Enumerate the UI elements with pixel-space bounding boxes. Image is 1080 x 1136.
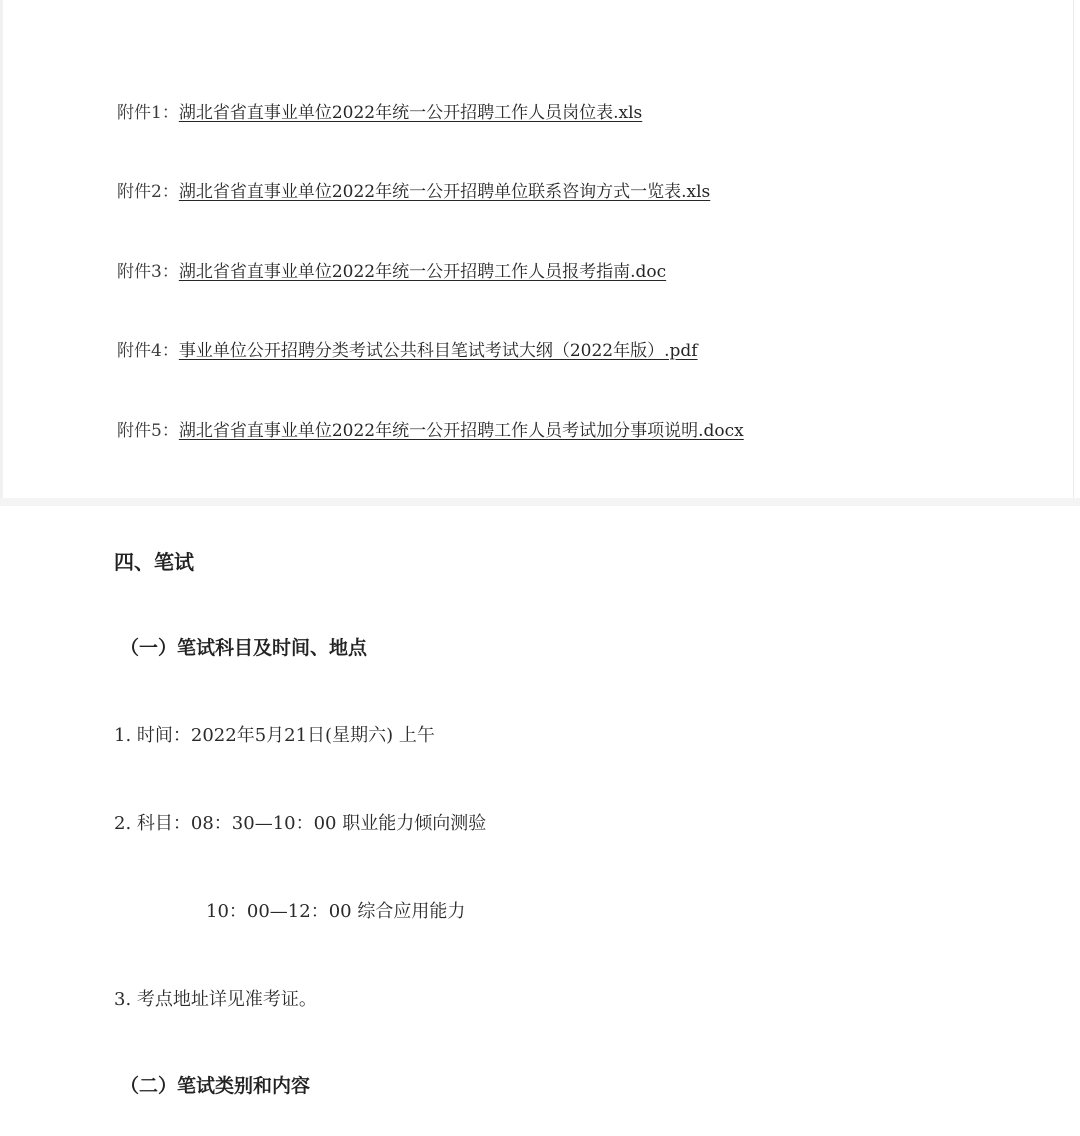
written-exam-section xyxy=(0,506,1080,1136)
attachment-1-label: 附件1： xyxy=(117,103,179,123)
section-title: 四、笔试 xyxy=(114,550,194,574)
exam-subject-second: 10：00—12：00 综合应用能力 xyxy=(206,901,466,922)
attachment-2-link[interactable]: 湖北省省直事业单位2022年统一公开招聘单位联系咨询方式一览表.xls xyxy=(178,182,711,202)
attachment-1 xyxy=(117,101,642,125)
subsection-2-title: （二）笔试类别和内容 xyxy=(120,1075,311,1097)
attachment-3-link[interactable]: 湖北省省直事业单位2022年统一公开招聘工作人员报考指南.doc xyxy=(178,262,667,282)
page-divider xyxy=(0,498,1080,506)
attachment-4-link[interactable]: 事业单位公开招聘分类考试公共科目笔试考试大纲（2022年版）.pdf xyxy=(178,341,698,361)
attachment-2 xyxy=(117,180,710,204)
attachment-5-link[interactable]: 湖北省省直事业单位2022年统一公开招聘工作人员考试加分事项说明.docx xyxy=(178,421,744,441)
attachment-1-link[interactable]: 湖北省省直事业单位2022年统一公开招聘工作人员岗位表.xls xyxy=(178,103,643,123)
exam-time: 1. 时间：2022年5月21日(星期六) 上午 xyxy=(114,725,435,746)
attachment-3-label: 附件3： xyxy=(117,262,179,282)
attachment-5-label: 附件5： xyxy=(117,421,179,441)
subsection-1-title: （一）笔试科目及时间、地点 xyxy=(120,637,368,659)
attachments-panel xyxy=(0,0,1074,498)
attachment-4 xyxy=(117,339,698,363)
attachment-5 xyxy=(117,419,744,443)
attachment-4-label: 附件4： xyxy=(117,341,179,361)
exam-subject: 2. 科目：08：30—10：00 职业能力倾向测验 xyxy=(114,813,487,834)
attachment-2-label: 附件2： xyxy=(117,182,179,202)
exam-location: 3. 考点地址详见准考证。 xyxy=(114,989,317,1010)
attachment-3 xyxy=(117,260,666,284)
